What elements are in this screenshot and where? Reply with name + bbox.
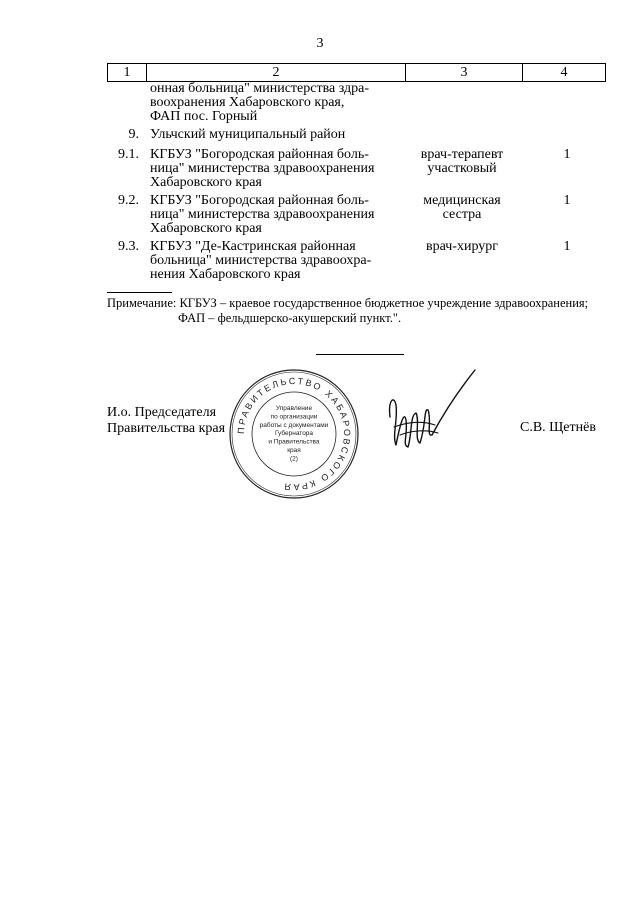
column-header-3: 3 [406, 64, 523, 82]
row-position: врач-хирург [425, 239, 499, 254]
seal-text-line: и Правительства [268, 438, 320, 446]
signatory-title [107, 405, 225, 437]
row-count: 1 [563, 239, 571, 254]
seal-text-line: Управление [275, 405, 313, 412]
row-number: 9. [128, 127, 139, 142]
official-seal [228, 368, 360, 500]
seal-text-line: (2) [290, 455, 298, 463]
separator-line [316, 354, 404, 355]
column-header-table [107, 63, 606, 82]
seal-text-line: края [287, 447, 301, 454]
footnote-line-2: ФАП – фельдшерско-акушерский пункт.". [178, 311, 402, 325]
row-count: 1 [563, 193, 571, 208]
column-header-2: 2 [147, 64, 406, 82]
row-institution: КГБУЗ "Де-Кастринская районная больница" министерства здравоохра- нения Хабаровского края [150, 239, 372, 282]
footnote-line-1: Примечание: КГБУЗ – краевое государственное бюджетное учреждение здравоохранения; [107, 296, 589, 310]
page-number: 3 [316, 36, 324, 51]
seal-text-line: работы с документами [259, 421, 329, 429]
row-institution: КГБУЗ "Богородская районная боль- ница" министерства здравоохранения Хабаровского края [150, 147, 375, 190]
row-number: 9.3. [118, 239, 139, 254]
row-institution: онная больница" министерства здра- воохранения Хабаровского края, ФАП пос. Горный [150, 81, 369, 124]
signatory-name: С.В. Щетнёв [520, 420, 596, 435]
signatory-title-line-2: Правительства края [107, 421, 226, 436]
signatory-title-line-1: И.о. Председателя [107, 405, 217, 420]
row-position: медицинская сестра [423, 193, 501, 222]
row-institution: КГБУЗ "Богородская районная боль- ница" министерства здравоохранения Хабаровского края [150, 193, 375, 236]
row-position: врач-терапевт участковый [420, 147, 504, 176]
row-institution: Ульчский муниципальный район [150, 127, 346, 142]
row-number: 9.1. [118, 147, 139, 162]
handwritten-signature [380, 365, 480, 460]
row-number: 9.2. [118, 193, 139, 208]
footnote [107, 296, 627, 326]
column-header-4: 4 [523, 64, 606, 82]
svg-text:ПРАВИТЕЛЬСТВО ХАБАРОВСКОГО КРА: ПРАВИТЕЛЬСТВО ХАБАРОВСКОГО КРАЯ [235, 375, 353, 493]
note-rule [107, 292, 172, 293]
seal-text-line: по организации [270, 413, 318, 421]
seal-text-line: Губернатора [274, 430, 314, 438]
column-header-1: 1 [108, 64, 147, 82]
row-count: 1 [563, 147, 571, 162]
